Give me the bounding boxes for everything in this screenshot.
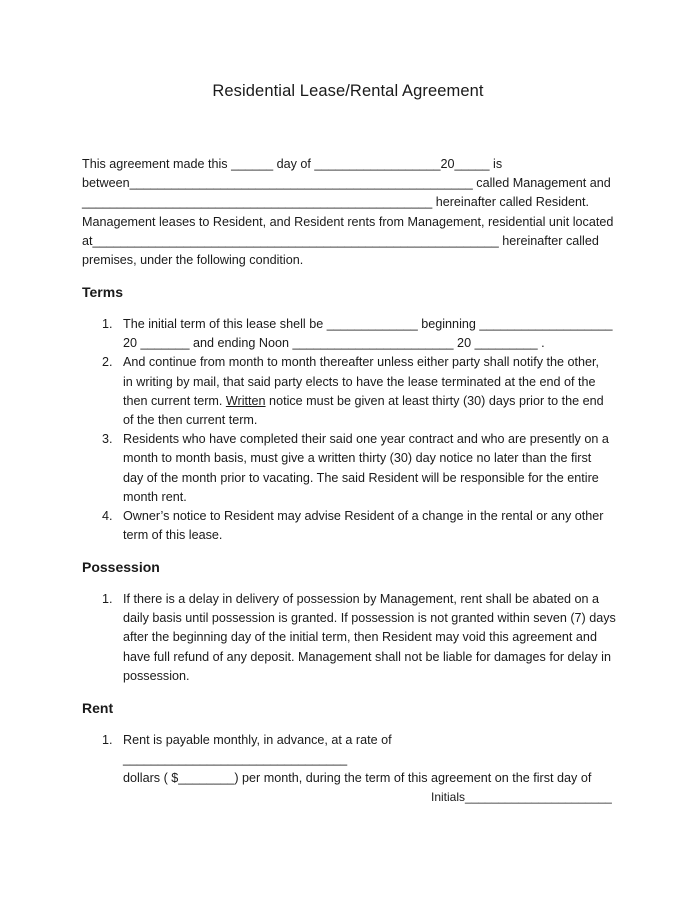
list-item (82, 731, 616, 789)
document-title: Residential Lease/Rental Agreement (212, 82, 484, 100)
intro-line: __________________________________________________ hereinafter called Resident. (82, 195, 590, 210)
item-line: dollars ( $________) per month, during the term of this agreement on the first day of (123, 771, 592, 786)
section-heading-terms: Terms (82, 284, 123, 300)
item-line: Owner’s notice to Resident may advise Resident of a change in the rental or any other (123, 509, 604, 524)
item-line: after the beginning day of the initial term, then Resident may void this agreement and (123, 630, 597, 645)
line-text: then current term. (123, 393, 226, 408)
item-line: day of the month prior to vacating. The said Resident will be responsible for the entire (123, 470, 599, 485)
item-line (123, 392, 616, 411)
item-line: month rent. (123, 489, 187, 504)
section-heading-rent: Rent (82, 700, 114, 716)
item-line: Residents who have completed their said one year contract and who are presently on a (123, 432, 609, 447)
item-line: term of this lease. (123, 528, 223, 543)
section-heading-possession: Possession (82, 559, 160, 575)
line-text: notice must be given at least thirty (30) days prior to the end (265, 393, 604, 408)
item-line: of the then current term. (123, 413, 258, 428)
underlined-word: Written (225, 393, 266, 408)
item-line: daily basis until possession is granted. If possession is not granted within seven (7) days (123, 611, 616, 626)
item-line: And continue from month to month thereafter unless either party shall notify the other, (123, 355, 600, 370)
list-item (82, 430, 616, 507)
list-item (82, 315, 616, 353)
intro-line: at__________________________________________________________ hereinafter called (82, 233, 599, 248)
item-line: month to month basis, must give a written thirty (30) day notice no later than the first (123, 451, 592, 466)
item-number: 3. (102, 432, 113, 447)
rent-list (82, 731, 616, 789)
possession-list (82, 590, 616, 686)
item-line: The initial term of this lease shell be _____________ beginning ___________________ (123, 317, 613, 331)
item-number: 1. (102, 733, 113, 747)
item-number: 1. (102, 317, 113, 331)
item-line: in writing by mail, that said party elects to have the lease terminated at the end of the (123, 374, 596, 389)
list-item (82, 353, 616, 430)
item-line: If there is a delay in delivery of possession by Management, rent shall be abated on a (123, 592, 600, 606)
item-line: have full refund of any deposit. Management shall not be liable for damages for delay in (123, 649, 611, 664)
terms-list (82, 315, 616, 545)
item-line: Rent is payable monthly, in advance, at a rate of ________________________________ (123, 733, 392, 767)
list-item (82, 507, 616, 545)
intro-paragraph (82, 155, 616, 270)
item-number: 4. (102, 509, 113, 524)
item-number: 2. (102, 355, 113, 370)
item-number: 1. (102, 592, 113, 606)
list-item (82, 590, 616, 686)
item-line: 20 _______ and ending Noon _______________________ 20 _________ . (123, 336, 545, 351)
item-line: possession. (123, 668, 190, 683)
initials-field: Initials______________________ (431, 790, 612, 804)
intro-line: This agreement made this ______ day of __________________20_____ is (82, 157, 503, 171)
intro-line: between_________________________________________________ called Management and (82, 176, 611, 191)
intro-line: premises, under the following condition. (82, 253, 304, 268)
intro-line: Management leases to Resident, and Resident rents from Management, residential unit located (82, 214, 614, 229)
